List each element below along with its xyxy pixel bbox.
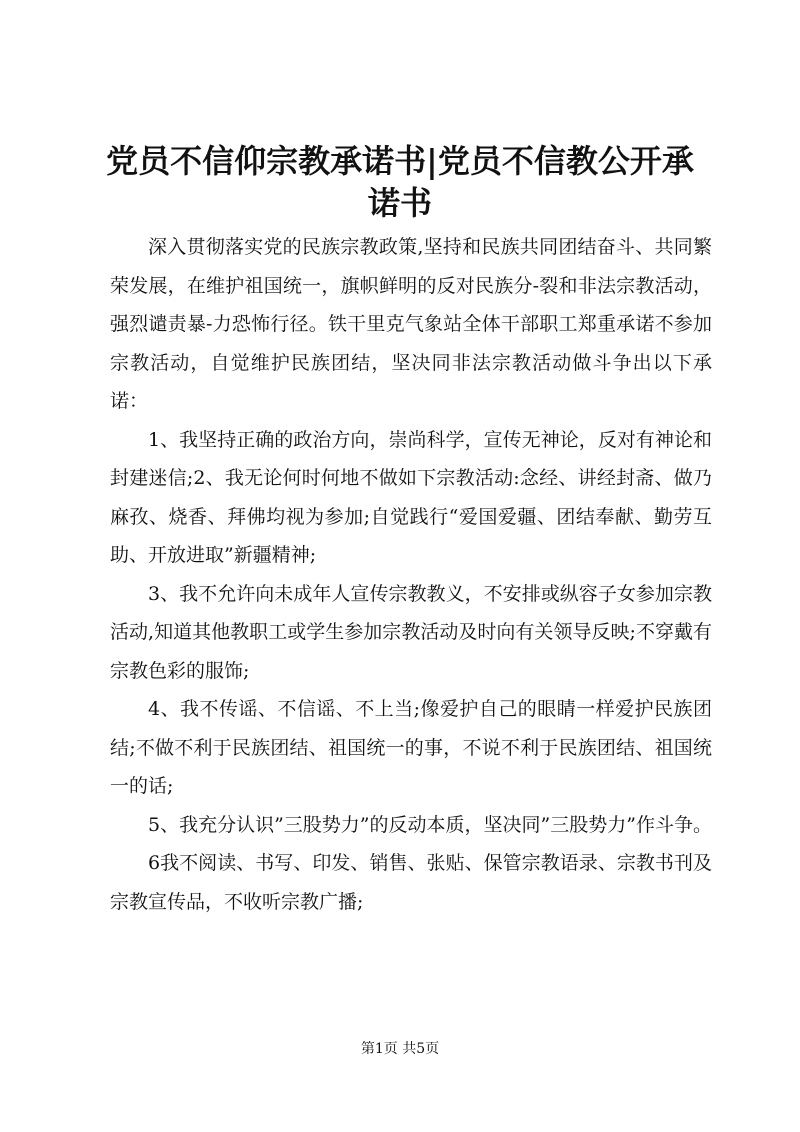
document-body [110, 228, 712, 921]
paragraph-item-6: 6我不阅读、书写、印发、销售、张贴、保管宗教语录、宗教书刊及宗教宣传品，不收听宗教广播; [110, 852, 712, 913]
paragraph-item-5: 5、我充分认识”三股势力”的反动本质，坚决同”三股势力”作斗争。 [148, 813, 712, 836]
paragraph-item-3: 3、我不允许向未成年人宣传宗教教义，不安排或纵容子女参加宗教活动,知道其他教职工或学生参加宗教活动及时向有关领导反映;不穿戴有宗教色彩的服饰; [110, 582, 712, 682]
paragraph-item-1-2: 1、我坚持正确的政治方向，崇尚科学，宣传无神论，反对有神论和封建迷信;2、我无论何时何地不做如下宗教活动:念经、讲经封斋、做乃麻孜、烧香、拜佛均视为参加;自觉践行“爱国爱疆、团结奉献、勤劳互助、开放进取”新疆精神; [110, 428, 712, 566]
paragraph-item-4: 4、我不传谣、不信谣、不上当;像爱护自己的眼睛一样爱护民族团结;不做不利于民族团结、祖国统一的事，不说不利于民族团结、祖国统一的话; [110, 698, 712, 797]
document-title: 党员不信仰宗教承诺书|党员不信教公开承诺书 [106, 142, 694, 222]
page-number-footer: 第1页 共5页 [360, 1041, 440, 1057]
paragraph-intro: 深入贯彻落实党的民族宗教政策,坚持和民族共同团结奋斗、共同繁荣发展，在维护祖国统一，旗帜鲜明的反对民族分-裂和非法宗教活动，强烈谴责暴-力恐怖行径。铁干里克气象站全体干部职工郑重承诺不参加宗教活动，自觉维护民族团结，坚决同非法宗教活动做斗争出以下承诺： [110, 236, 712, 412]
